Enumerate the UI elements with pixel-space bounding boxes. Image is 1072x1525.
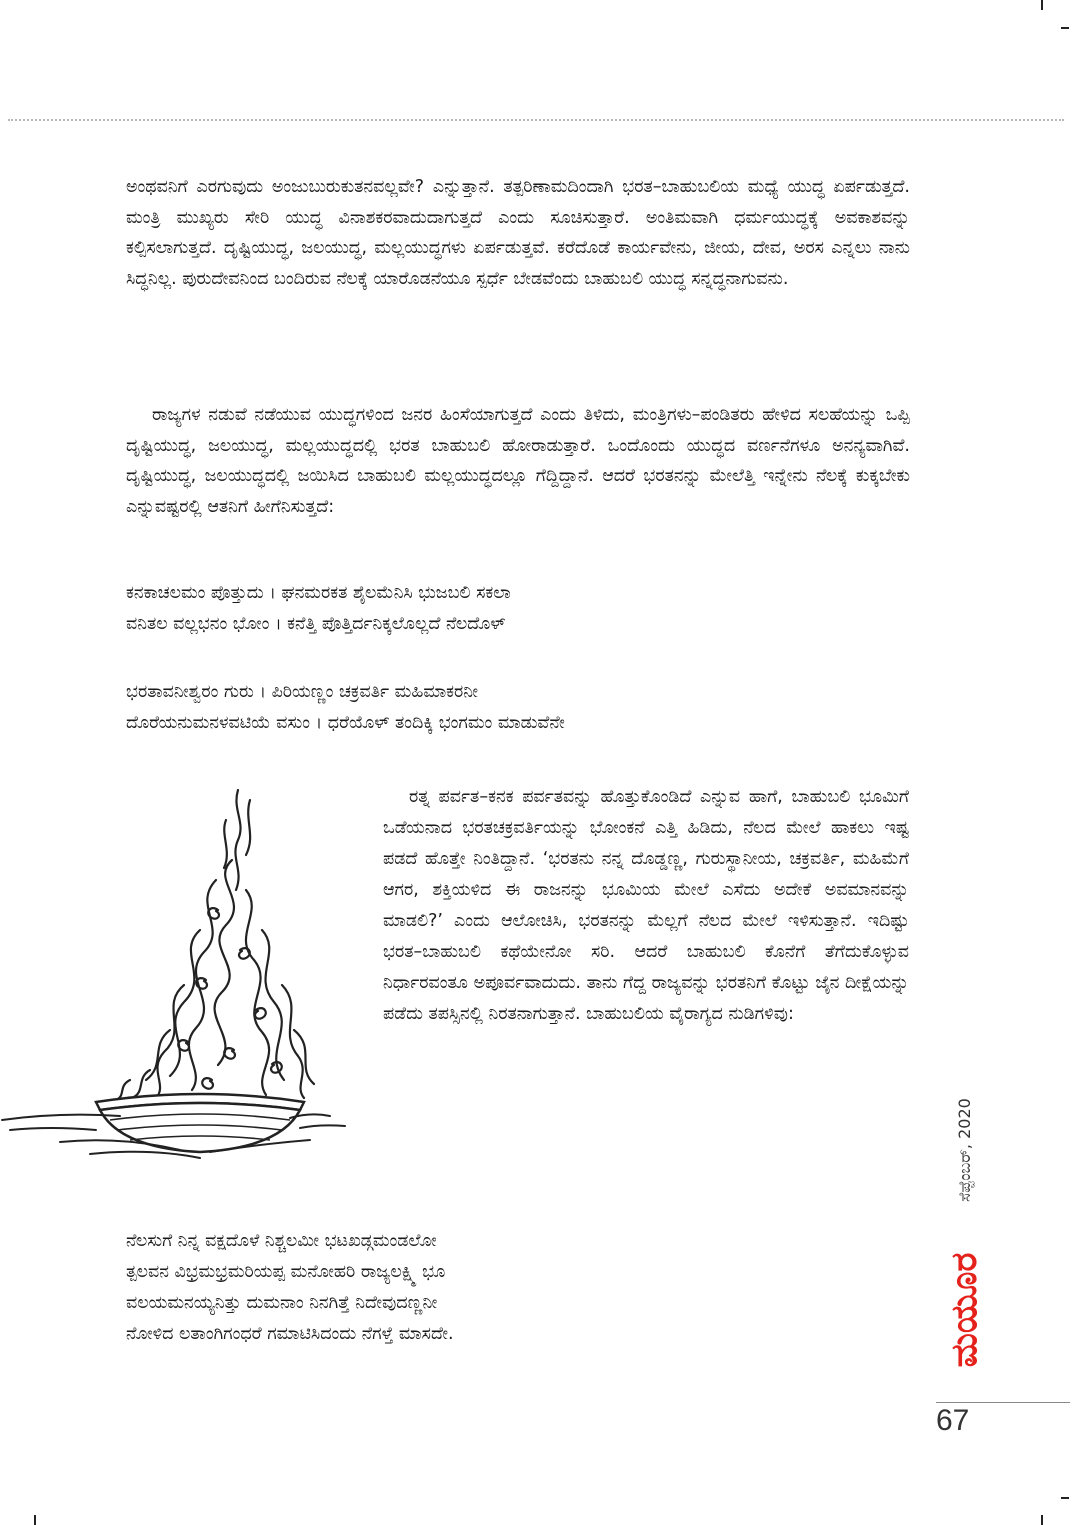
verse-line: ತ್ಪಲವನ ವಿಭ್ರಮಭ್ರಮರಿಯಪ್ಪ ಮನೋಹರಿ ರಾಜ್ಯಲಕ್ಷ್ಮಿ ಭೂ (126, 1262, 446, 1282)
verse-line: ಕನಕಾಚಲಮಂ ಪೊತ್ತುದು । ಘನಮರಕತ ಶೈಲಮೆನಿಸಿ ಭುಜಬಲಿ ಸಕಲಾ (126, 583, 511, 603)
crop-mark (1041, 0, 1043, 10)
issue-date (915, 1100, 1015, 1200)
crop-mark (1041, 1515, 1043, 1525)
verse-line: ಭರತಾವನೀಶ್ವರಂ ಗುರು । ಪಿರಿಯಣ್ಣಂ ಚಕ್ರವರ್ತಿ ಮಹಿಮಾಕರನೀ (126, 682, 479, 702)
verse-line: ದೊರೆಯನುಮನಳವಟಿಯೆ ವಸುಂ । ಧರೆಯೊಳ್ ತಂದಿಕ್ಕಿ ಭಂಗಮಂ ಮಾಡುವೆನೇ (126, 713, 565, 733)
page-number: 67 (936, 1404, 970, 1437)
verse-line: ನೆಲಸುಗೆ ನಿನ್ನ ವಕ್ಷದೊಳೆ ನಿಶ್ಚಲಮೀ ಭಟಖಡ್ಗಮಂಡಲೋ (126, 1231, 437, 1251)
oil-lamp-flame-icon (0, 780, 360, 1160)
verse-line: ವಲಯಮನಯ್ಯನಿತ್ತು ದುಮನಾಂ ನಿನಗಿತ್ತೆ ನಿದೇವುದಣ್ಣನೀ (126, 1293, 438, 1313)
paragraph-2: ರಾಜ್ಯಗಳ ನಡುವೆ ನಡೆಯುವ ಯುದ್ಧಗಳಿಂದ ಜನರ ಹಿಂಸೆಯಾಗುತ್ತದೆ ಎಂದು ತಿಳಿದು, ಮಂತ್ರಿಗಳು–ಪಂಡಿತರು ಹೇಳಿದ ಸಲಹೆಯನ್ನು ಒಪ್ಪಿ ದೃಷ್ಟಿಯುದ್ಧ, ಜಲಯುದ್ಧ, ಮಲ್ಲಯುದ್ಧದಲ್ಲಿ ಭರತ ಬಾಹುಬಲಿ ಹೋರಾಡುತ್ತಾರೆ. ಒಂದೊಂದು ಯುದ್ಧದ ವರ್ಣನೆಗಳೂ ಅನನ್ಯವಾಗಿವೆ. ದೃಷ್ಟಿಯುದ್ಧ, ಜಲಯುದ್ಧದಲ್ಲಿ ಜಯಿಸಿದ ಬಾಹುಬಲಿ ಮಲ್ಲಯುದ್ಧದಲ್ಲೂ ಗೆದ್ದಿದ್ದಾನೆ. ಆದರೆ ಭರತನನ್ನು ಮೇಲೆತ್ತಿ ಇನ್ನೇನು ನೆಲಕ್ಕೆ ಕುಕ್ಕಬೇಕು ಎನ್ನುವಷ್ಟರಲ್ಲಿ ಆತನಿಗೆ ಹೀಗೆನಿಸುತ್ತದೆ: (126, 405, 910, 517)
verse-block-3 (126, 1226, 926, 1350)
crop-mark (1061, 27, 1069, 29)
verse-block-1 (126, 578, 926, 640)
verse-block-2 (126, 677, 926, 739)
paragraph-3: ರತ್ನ ಪರ್ವತ–ಕನಕ ಪರ್ವತವನ್ನು ಹೊತ್ತುಕೊಂಡಿದೆ ಎನ್ನುವ ಹಾಗೆ, ಬಾಹುಬಲಿ ಭೂಮಿಗೆ ಒಡೆಯನಾದ ಭರತಚಕ್ರವರ್ತಿಯನ್ನು ಭೋಂಕನೆ ಎತ್ತಿ ಹಿಡಿದು, ನೆಲದ ಮೇಲೆ ಹಾಕಲು ಇಷ್ಟ ಪಡದೆ ಹೊತ್ತೇ ನಿಂತಿದ್ದಾನೆ. ‘ಭರತನು ನನ್ನ ದೊಡ್ಡಣ್ಣ, ಗುರುಸ್ಥಾನೀಯ, ಚಕ್ರವರ್ತಿ, ಮಹಿಮೆಗೆ ಆಗರ, ಶಕ್ತಿಯಳಿದ ಈ ರಾಜನನ್ನು ಭೂಮಿಯ ಮೇಲೆ ಎಸೆದು ಅದೇಕೆ ಅವಮಾನವನ್ನು ಮಾಡಲಿ?’ ಎಂದು ಆಲೋಚಿಸಿ, ಭರತನನ್ನು ಮೆಲ್ಲಗೆ ನೆಲದ ಮೇಲೆ ಇಳಿಸುತ್ತಾನೆ. ಇದಿಷ್ಟು ಭರತ–ಬಾಹುಬಲಿ ಕಥೆಯೇನೋ ಸರಿ. ಆದರೆ ಬಾಹುಬಲಿ ಕೊನೆಗೆ ತೆಗೆದುಕೊಳ್ಳುವ ನಿರ್ಧಾರವಂತೂ ಅಪೂರ್ವವಾದುದು. ತಾನು ಗೆದ್ದ ರಾಜ್ಯವನ್ನು ಭರತನಿಗೆ ಕೊಟ್ಟು ಜೈನ ದೀಕ್ಷೆಯನ್ನು ಪಡೆದು ತಪಸ್ಸಿನಲ್ಲಿ ನಿರತನಾಗುತ್ತಾನೆ. ಬಾಹುಬಲಿಯ ವೈರಾಗ್ಯದ ನುಡಿಗಳಿವು: (383, 787, 909, 1024)
paragraph-1: ಅಂಥವನಿಗೆ ಎರಗುವುದು ಅಂಜುಬುರುಕುತನವಲ್ಲವೇ? ಎನ್ನುತ್ತಾನೆ. ತತ್ಪರಿಣಾಮದಿಂದಾಗಿ ಭರತ–ಬಾಹುಬಲಿಯ ಮಧ್ಯೆ ಯುದ್ಧ ಏರ್ಪಡುತ್ತದೆ. ಮಂತ್ರಿ ಮುಖ್ಯರು ಸೇರಿ ಯುದ್ಧ ವಿನಾಶಕರವಾದುದಾಗುತ್ತದೆ ಎಂದು ಸೂಚಿಸುತ್ತಾರೆ. ಅಂತಿಮವಾಗಿ ಧರ್ಮಯುದ್ಧಕ್ಕೆ ಅವಕಾಶವನ್ನು ಕಲ್ಪಿಸಲಾಗುತ್ತದೆ. ದೃಷ್ಟಿಯುದ್ಧ, ಜಲಯುದ್ಧ, ಮಲ್ಲಯುದ್ಧಗಳು ಏರ್ಪಡುತ್ತವೆ. ಕರೆದೊಡೆ ಕಾರ್ಯವೇನು, ಜೀಯ, ದೇವ, ಅರಸ ಎನ್ನಲು ನಾನು ಸಿದ್ಧನಿಲ್ಲ. ಪುರುದೇವನಿಂದ ಬಂದಿರುವ ನೆಲಕ್ಕೆ ಯಾರೊಡನೆಯೂ ಸ್ಪರ್ಧೆ ಬೇಡವೆಂದು ಬಾಹುಬಲಿ ಯುದ್ಧ ಸನ್ನದ್ಧನಾಗುವನು. (126, 177, 910, 289)
header-dotted-rule (8, 119, 1064, 121)
footer-rule (936, 1402, 1070, 1403)
crop-mark (34, 1515, 36, 1525)
verse-line: ವನಿತಲ ವಲ್ಲಭನಂ ಭೋಂ । ಕನೆತ್ತಿ ಪೊತ್ತಿರ್ದನಿಕ್ಕಲೊಲ್ಲದೆ ನೆಲದೊಳ್ (126, 614, 506, 634)
magazine-brand-text: ಮಯೂರ (944, 1252, 985, 1368)
issue-date-text: ಸೆಪ್ಟೆಂಬರ್, 2020 (955, 1098, 974, 1202)
verse-line: ನೋಳಿದ ಲತಾಂಗಿಗಂಧರೆ ಗಮಾಟಿಸಿದಂದು ನೆಗಳ್ತೆ ಮಾಸದೇ. (126, 1324, 454, 1344)
crop-mark (1061, 1497, 1069, 1499)
